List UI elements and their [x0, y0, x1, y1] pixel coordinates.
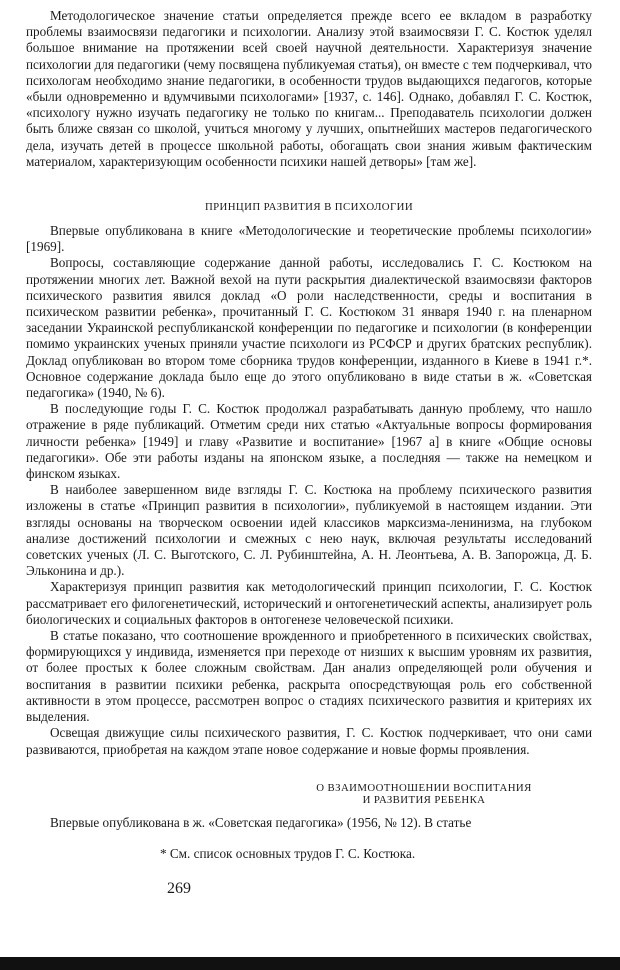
- heading-line-2: И РАЗВИТИЯ РЕБЕНКА: [362, 794, 486, 806]
- paragraph-research-history: Вопросы, составляющие содержание данной работы, исследовались Г. С. Костюком на протяжении многих лет. Важной вехой на пути раскрытия диалектической взаимосвязи факторов психического развития явился доклад «О роли наследственности, среды и воспитания в психическом развитии ребенка», прочитанный Г. С. Костюком 31 января 1940 г. на пленарном заседании Украинской республиканской конференции по педагогике и психологии (в конференции помимо украинских ученых приняли участие психологи из РСФСР и других братских республик). Доклад опубликован во втором томе сборника трудов конференции, изданного в Киеве в 1941 г.*. Основное содержание доклада было еще до этого опубликовано в виде статьи в ж. «Советская педагогика» (1940, № 6).: [26, 255, 592, 401]
- bottom-scan-border: [0, 957, 620, 970]
- heading-line-1: О ВЗАИМООТНОШЕНИИ ВОСПИТАНИЯ: [316, 782, 532, 794]
- development-principle-section: [26, 223, 592, 758]
- paragraph-later-publications: В последующие годы Г. С. Костюк продолжал разрабатывать данную проблему, что нашло отражение в ряде публикаций. Отметим среди них статью «Актуальные вопросы формирования личности ребенка» [1949] и главу «Развитие и воспитание» [1967 а] в книге «Общие основы педагогики». Обе эти работы изданы на японском языке, а последняя — также на немецком и финском языках.: [26, 401, 592, 482]
- page-number: 269: [167, 880, 191, 897]
- paragraph-methodological-principle: Характеризуя принцип развития как методологический принцип психологии, Г. С. Костюк рассматривает его филогенетический, исторический и онтогенетический аспекты, анализирует роль биологических и социальных факторов в онтогенезе человеческой психики.: [26, 579, 592, 627]
- paragraph-methodological-significance: Методологическое значение статьи определяется прежде всего ее вкладом в разработку проблемы взаимосвязи педагогики и психологии. Анализу этой взаимосвязи Г. С. Костюк уделял большое внимание на протяжении всей своей научной деятельности. Характеризуя значение психологии для педагогики (чему посвящена публикуемая статья), он вместе с тем подчеркивал, что психологам необходимо знание педагогики, в особенности трудов выдающихся педагогов, которые «были одновременно и вдумчивыми психологами» [1937, с. 146]. Однако, добавлял Г. С. Костюк, «психологу нужно изучать педагогику не только по книгам... Преподаватель психологии должен быть ближе связан со школой, учиться многому у лучших, опытнейших мастеров педагогического дела, изучать детей в процессе школьной работы, обогащать свои знания живым фактическим материалом, характеризующим особенности психики нашей детворы» [там же].: [26, 8, 592, 169]
- paragraph-innate-acquired: В статье показано, что соотношение врожденного и приобретенного в психических свойствах, формирующихся у индивида, изменяется при переходе от низших к высшим уровням их развития, от более простых к более сложным свойствам. Дан анализ определяющей роли обучения и воспитания в развитии психики ребенка, раскрыта опосредствующая роль его собственной активности в этом процессе, рассмотрен вопрос о стадиях психического развития и критериях их выделения.: [26, 628, 592, 725]
- paragraph-upbringing-first-published: Впервые опубликована в ж. «Советская педагогика» (1956, № 12). В статье: [50, 815, 472, 830]
- upbringing-section: [26, 815, 592, 831]
- footnote: * См. список основных трудов Г. С. Костюка.: [160, 846, 416, 861]
- paragraph-views-summary: В наиболее завершенном виде взгляды Г. С. Костюка на проблему психического развития изложены в статье «Принцип развития в психологии», публикуемой в настоящем издании. Эти взгляды основаны на творческом освоении идей классиков марксизма-ленинизма, на глубоком анализе достижений психологии и смежных с нею наук, включая результаты исследований советских ученых (Л. С. Выготского, С. Л. Рубинштейна, А. Н. Леонтьева, А. В. Запорожца, Д. Б. Эльконина и др.).: [26, 482, 592, 579]
- section-heading-upbringing-development: [26, 782, 592, 806]
- intro-section: [26, 8, 592, 170]
- paragraph-first-published: Впервые опубликована в книге «Методологические и теоретические проблемы психологии» [1969].: [26, 223, 592, 255]
- paragraph-driving-forces: Освещая движущие силы психического развития, Г. С. Костюк подчеркивает, что они сами развиваются, приобретая на каждом этапе новое содержание и новые формы проявления.: [26, 725, 592, 757]
- section-heading-development-principle: ПРИНЦИП РАЗВИТИЯ В ПСИХОЛОГИИ: [204, 201, 414, 213]
